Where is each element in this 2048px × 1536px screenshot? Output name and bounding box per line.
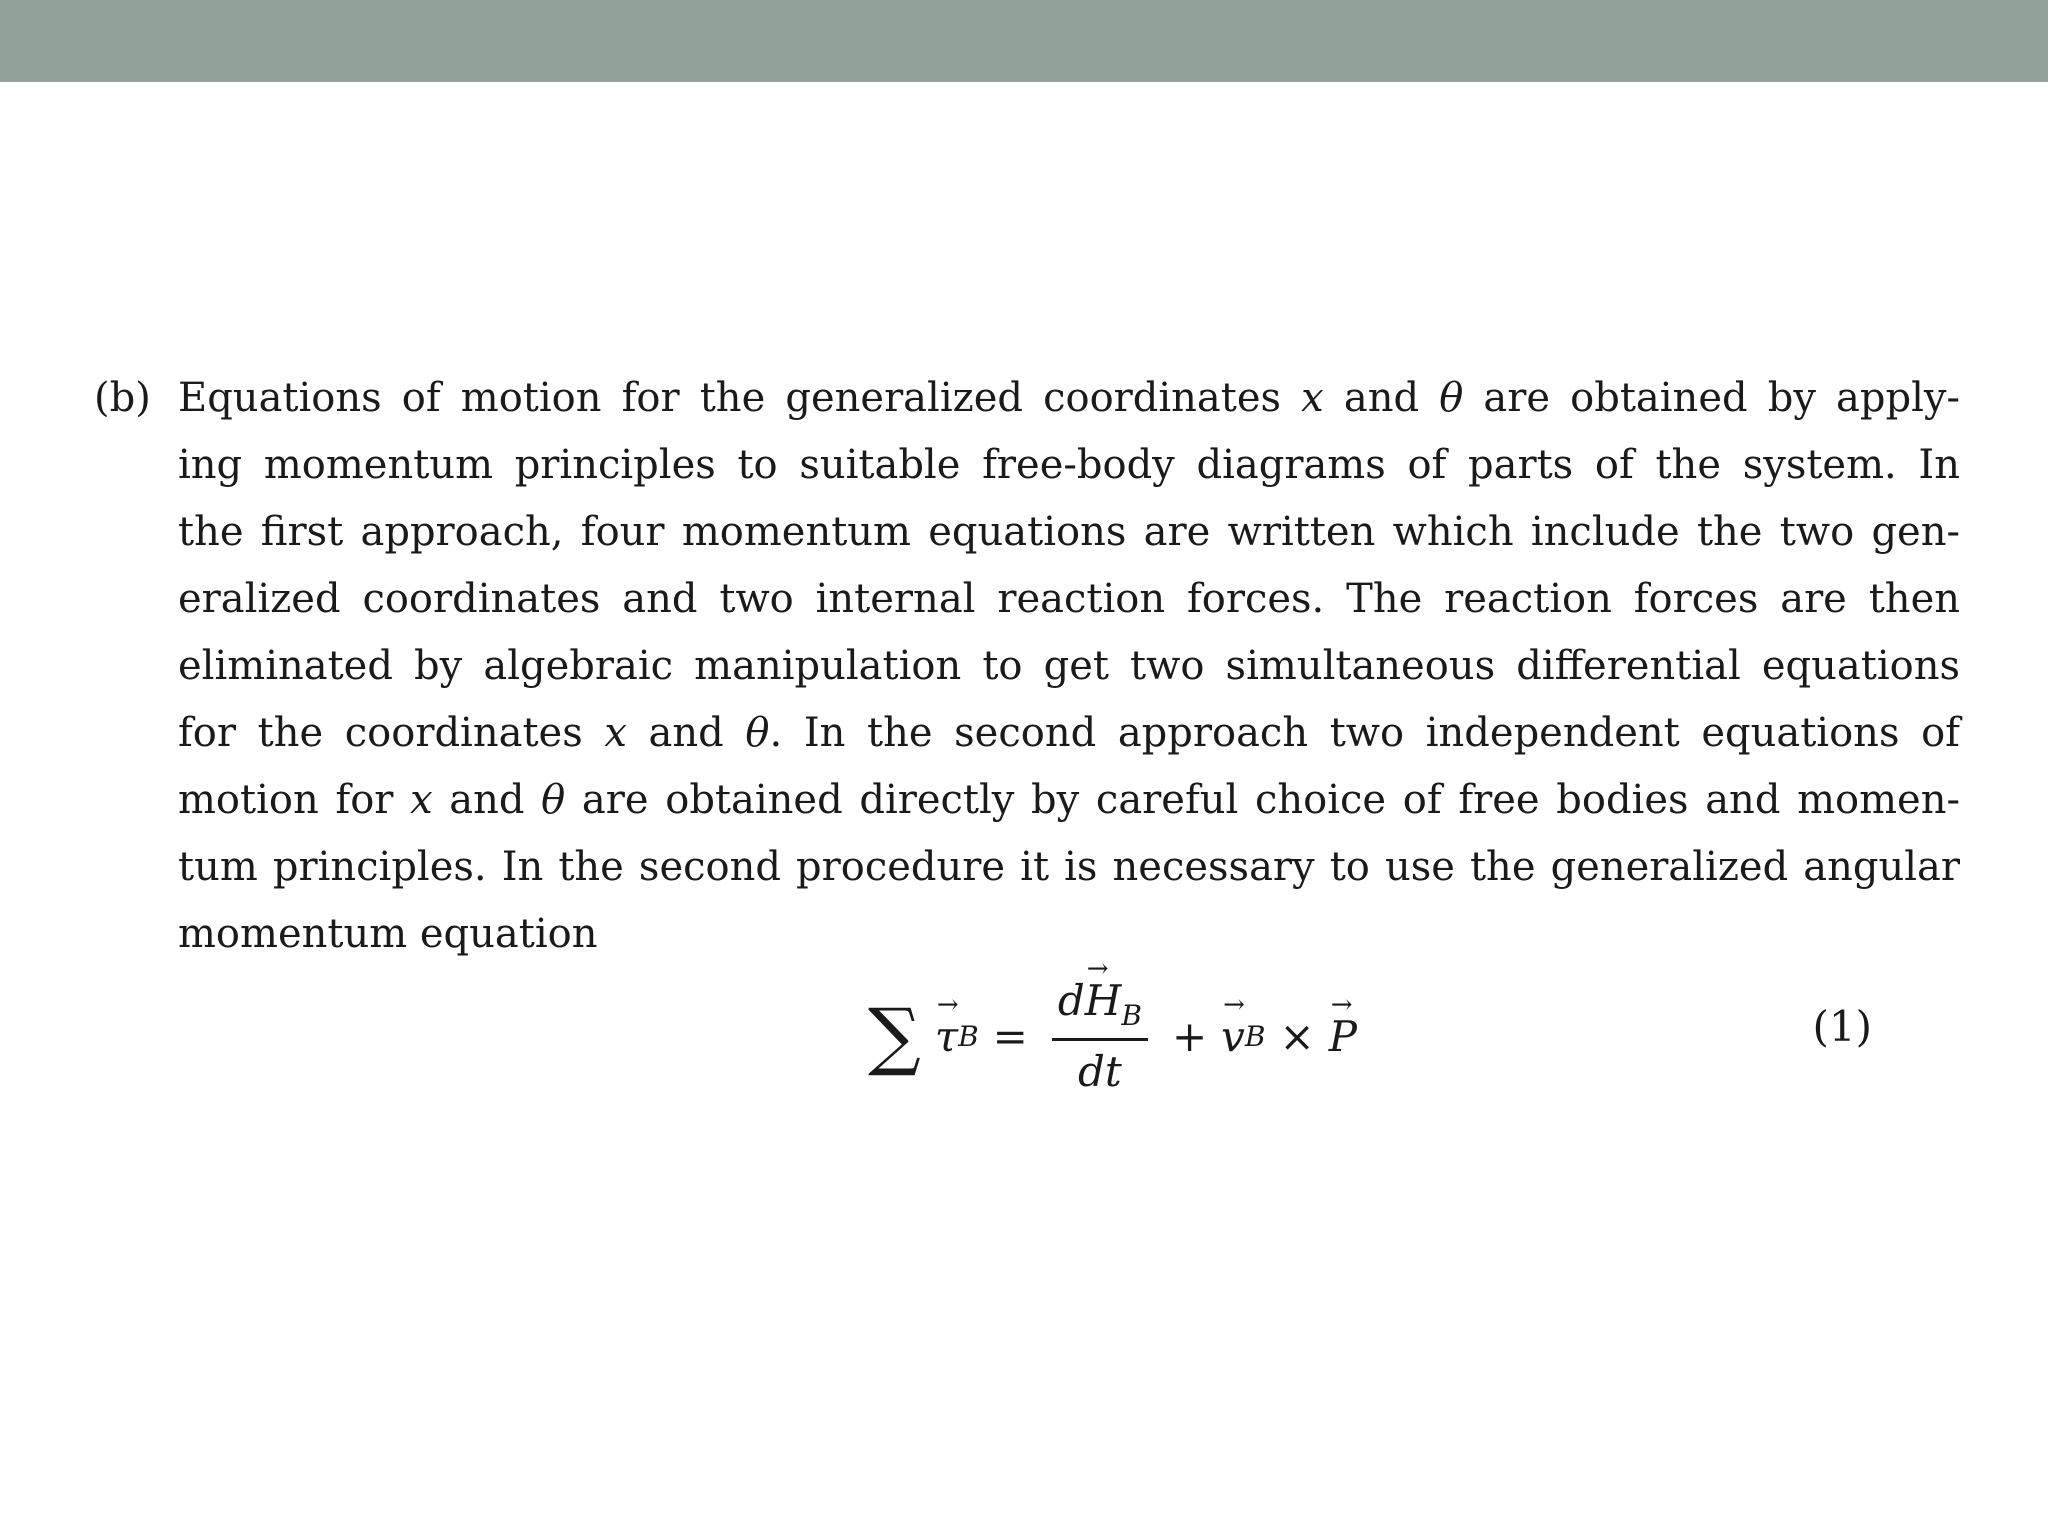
paragraph-line <box>178 566 1960 633</box>
text-run: the first approach, four momentum equations are written which include the two gen- <box>178 509 1960 555</box>
text-run: are obtained directly by careful choice of free bodies and momen- <box>565 777 1960 823</box>
summation-symbol: ∑ <box>868 993 921 1079</box>
math-variable: x <box>604 710 627 756</box>
fraction-numerator: $d\to H_B$ <box>1052 976 1148 1041</box>
momentum-vector: → P <box>1329 1012 1357 1061</box>
text-run: and <box>626 710 746 756</box>
derivative-fraction <box>1052 976 1148 1096</box>
text-run: eliminated by algebraic manipulation to get two simultaneous differential equations <box>178 643 1960 689</box>
angular-momentum-vector: → H <box>1085 976 1122 1025</box>
text-run: are obtained by apply- <box>1463 375 1960 421</box>
text-run: and <box>432 777 542 823</box>
text-run: eralized coordinates and two internal reaction forces. The reaction forces are then <box>178 576 1960 622</box>
equals-sign: = <box>992 1011 1028 1061</box>
text-run: momentum equation <box>178 911 598 957</box>
torque-subscript: B <box>958 1019 979 1053</box>
paragraph-line <box>178 901 1960 968</box>
paragraph-line <box>178 767 1960 834</box>
paragraph-line <box>178 633 1960 700</box>
cross-product-sign: × <box>1279 1011 1315 1061</box>
text-run: tum principles. In the second procedure it is necessary to use the generalized angular <box>178 844 1960 890</box>
velocity-subscript: B <box>1244 1019 1266 1053</box>
fraction-denominator: dt <box>1078 1047 1122 1096</box>
paragraph-line <box>178 432 1960 499</box>
velocity-vector: → v <box>1221 1012 1245 1061</box>
text-run: motion for <box>178 777 411 823</box>
equation-row <box>178 970 1894 1120</box>
text-run: for the coordinates <box>178 710 605 756</box>
math-variable: θ <box>745 710 770 756</box>
paragraph-line <box>178 499 1960 566</box>
text-run: . In the second approach two independent equations of <box>769 710 1960 756</box>
text-run: Equations of motion for the generalized coordinates <box>178 375 1302 421</box>
plus-sign: + <box>1171 1011 1208 1061</box>
paragraph-line <box>178 834 1960 901</box>
equation-number: (1) <box>1812 1002 1872 1051</box>
slide-content <box>94 365 1960 1120</box>
text-run: and <box>1323 375 1440 421</box>
math-variable: θ <box>541 777 566 823</box>
title-band <box>0 0 2048 82</box>
torque-vector: → τ <box>935 1012 958 1061</box>
math-variable: θ <box>1439 375 1464 421</box>
math-variable: x <box>1301 375 1324 421</box>
paragraph-line <box>178 700 1960 767</box>
item-paragraph <box>178 365 1960 968</box>
math-variable: x <box>410 777 433 823</box>
paragraph-line <box>178 365 1960 432</box>
item-label: (b) <box>94 375 151 421</box>
angular-momentum-equation <box>868 976 1357 1096</box>
text-run: ing momentum principles to suitable free-body diagrams of parts of the system. In <box>178 442 1960 488</box>
enumerated-item-b <box>94 365 1960 1120</box>
